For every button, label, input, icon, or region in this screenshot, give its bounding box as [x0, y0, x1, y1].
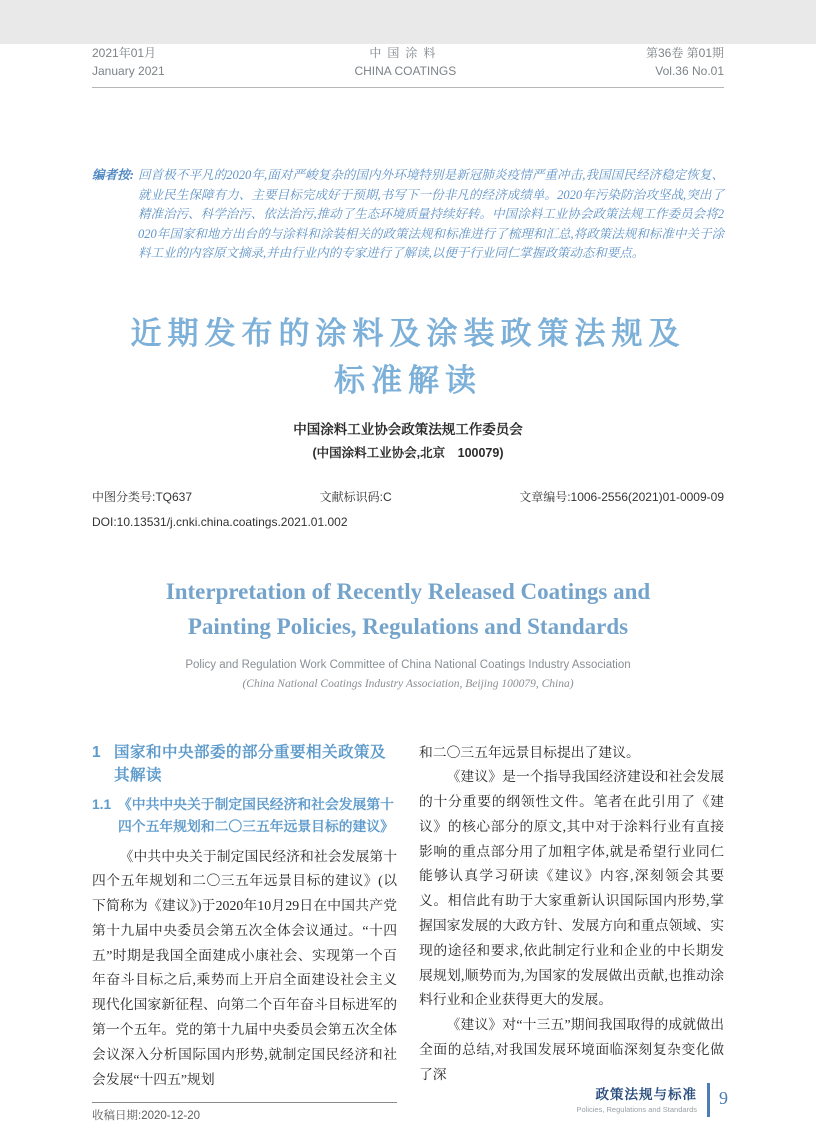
volume-issue-en: Vol.36 No.01: [655, 64, 724, 78]
received-date-block: [92, 1102, 397, 1124]
received-date: 收稿日期:2020-12-20: [92, 1110, 201, 1123]
section-1-title: 国家和中央部委的部分重要相关政策及其解读: [114, 743, 387, 784]
journal-name-en: CHINA COATINGS: [354, 64, 457, 78]
left-column: [92, 741, 397, 1125]
journal-name-cn: 中国涂料: [369, 46, 442, 60]
body-paragraph: 《中共中央关于制定国民经济和社会发展第十四个五年规划和二〇三五年远景目标的建议》(以下简称为《建议》)于2020年10月29日在中国共产党第十九届中央委员会第五次全体会议通过。“十四五”时期是我国全面建成小康社会、实现第一个百年奋斗目标之后,乘势而上开启全面建设社会主义现代化国家新征程、向第二个百年奋斗目标进军的第一个五年。党的第十九届中央委员会第五次全体会议深入分析国际国内形势,就制定国民经济和社会发展“十四五”规划: [92, 848, 397, 1087]
section-1-heading: [92, 741, 397, 787]
author-cn: 中国涂料工业协会政策法规工作委员会: [293, 421, 523, 437]
body-paragraph: 《建议》是一个指导我国经济建设和社会发展的十分重要的纲领性文件。笔者在此引用了《建议》的核心部分的原文,其中对于涂料行业有直接影响的重点部分用了加粗字体,就是希望行业同仁能够认真学习研读《建议》内容,深刻领会其要义。相信此有助于大家重新认识国际国内形势,掌握国家发展的大政方针、发展方向和重点领域、实现的途径和要求,依此制定行业和企业的中长期发展规划,顺势而为,为国家的发展做出贡献,也推动涂料行业和企业获得更大的发展。: [419, 769, 724, 1008]
body-paragraph: 和二〇三五年远景目标提出了建议。: [419, 744, 640, 760]
affiliation-en: (China National Coatings Industry Association, Beijing 100079, China): [242, 677, 574, 690]
meta-doc-code: 文献标识码:C: [319, 489, 392, 504]
author-en: Policy and Regulation Work Committee of China National Coatings Industry Association: [185, 658, 631, 671]
footer-column-name-cn: 政策法规与标准: [595, 1087, 697, 1102]
article-title-cn-line1: 近期发布的涂料及涂装政策法规及: [130, 315, 686, 351]
volume-issue-cn: 第36卷 第01期: [645, 46, 724, 60]
article-body: [92, 741, 724, 1125]
right-column: [419, 741, 724, 1125]
editor-note-text: 回首极不平凡的2020年,面对严峻复杂的国内外环境特别是新冠肺炎疫情严重冲击,我国国民经济稳定恢复、就业民生保障有力、主要目标完成好于预期,书写下一份非凡的经济成绩单。2020年污染防治攻坚战,突出了精准治污、科学治污、依法治污,推动了生态环境质量持续好转。中国涂料工业协会政策法规工作委员会将2020年国家和地方出台的与涂料和涂装相关的政策法规和标准进行了梳理和汇总,将政策法规和标准中关于涂料工业的内容原文摘录,并由行业内的专家进行了解读,以便于行业同仁掌握政策动态和要点。: [137, 168, 724, 260]
article-meta-row: [92, 489, 724, 505]
authors-en-block: [92, 657, 724, 693]
section-1-1-number: 1.1: [92, 796, 112, 812]
article-title-en-line1: Interpretation of Recently Released Coatings and: [165, 578, 651, 604]
meta-article-no: 文章编号:1006-2556(2021)01-0009-09: [519, 489, 724, 504]
meta-clc: 中图分类号:TQ637: [92, 489, 193, 504]
article-title-en-line2: Painting Policies, Regulations and Standards: [187, 613, 629, 639]
journal-header: [92, 44, 724, 88]
article-title-cn-line2: 标准解读: [334, 362, 482, 398]
section-1-1-heading: [92, 794, 397, 838]
affiliation-cn: (中国涂料工业协会,北京 100079): [312, 445, 504, 460]
issue-date-cn: 2021年01月: [92, 46, 157, 60]
volume-issue: [646, 44, 724, 80]
body-paragraph: 《建议》对“十三五”期间我国取得的成就做出全面的总结,对我国发展环境面临深刻复杂变化做了深: [419, 1017, 724, 1082]
article-title-en: [92, 574, 724, 644]
journal-page: [0, 44, 816, 1143]
meta-doi: DOI:10.13531/j.cnki.china.coatings.2021.01.002: [92, 514, 348, 529]
editor-note-label: 编者按:: [92, 168, 134, 182]
page-number: 9: [719, 1088, 728, 1108]
footer-column-name-en: Policies, Regulations and Standards: [576, 1105, 697, 1114]
authors-cn-block: [92, 420, 724, 463]
journal-name: [354, 44, 456, 80]
page-footer: [577, 1083, 729, 1117]
section-1-1-title: 《中共中央关于制定国民经济和社会发展第十四个五年规划和二〇三五年远景目标的建议》: [118, 796, 394, 834]
issue-date-en: January 2021: [92, 64, 165, 78]
editor-note: [92, 166, 724, 264]
article-title-cn: [92, 310, 724, 404]
section-1-number: 1: [92, 743, 102, 761]
footer-divider-bar: [707, 1083, 710, 1117]
footer-column-labels: [577, 1083, 698, 1115]
header-issue-date: [92, 44, 165, 80]
